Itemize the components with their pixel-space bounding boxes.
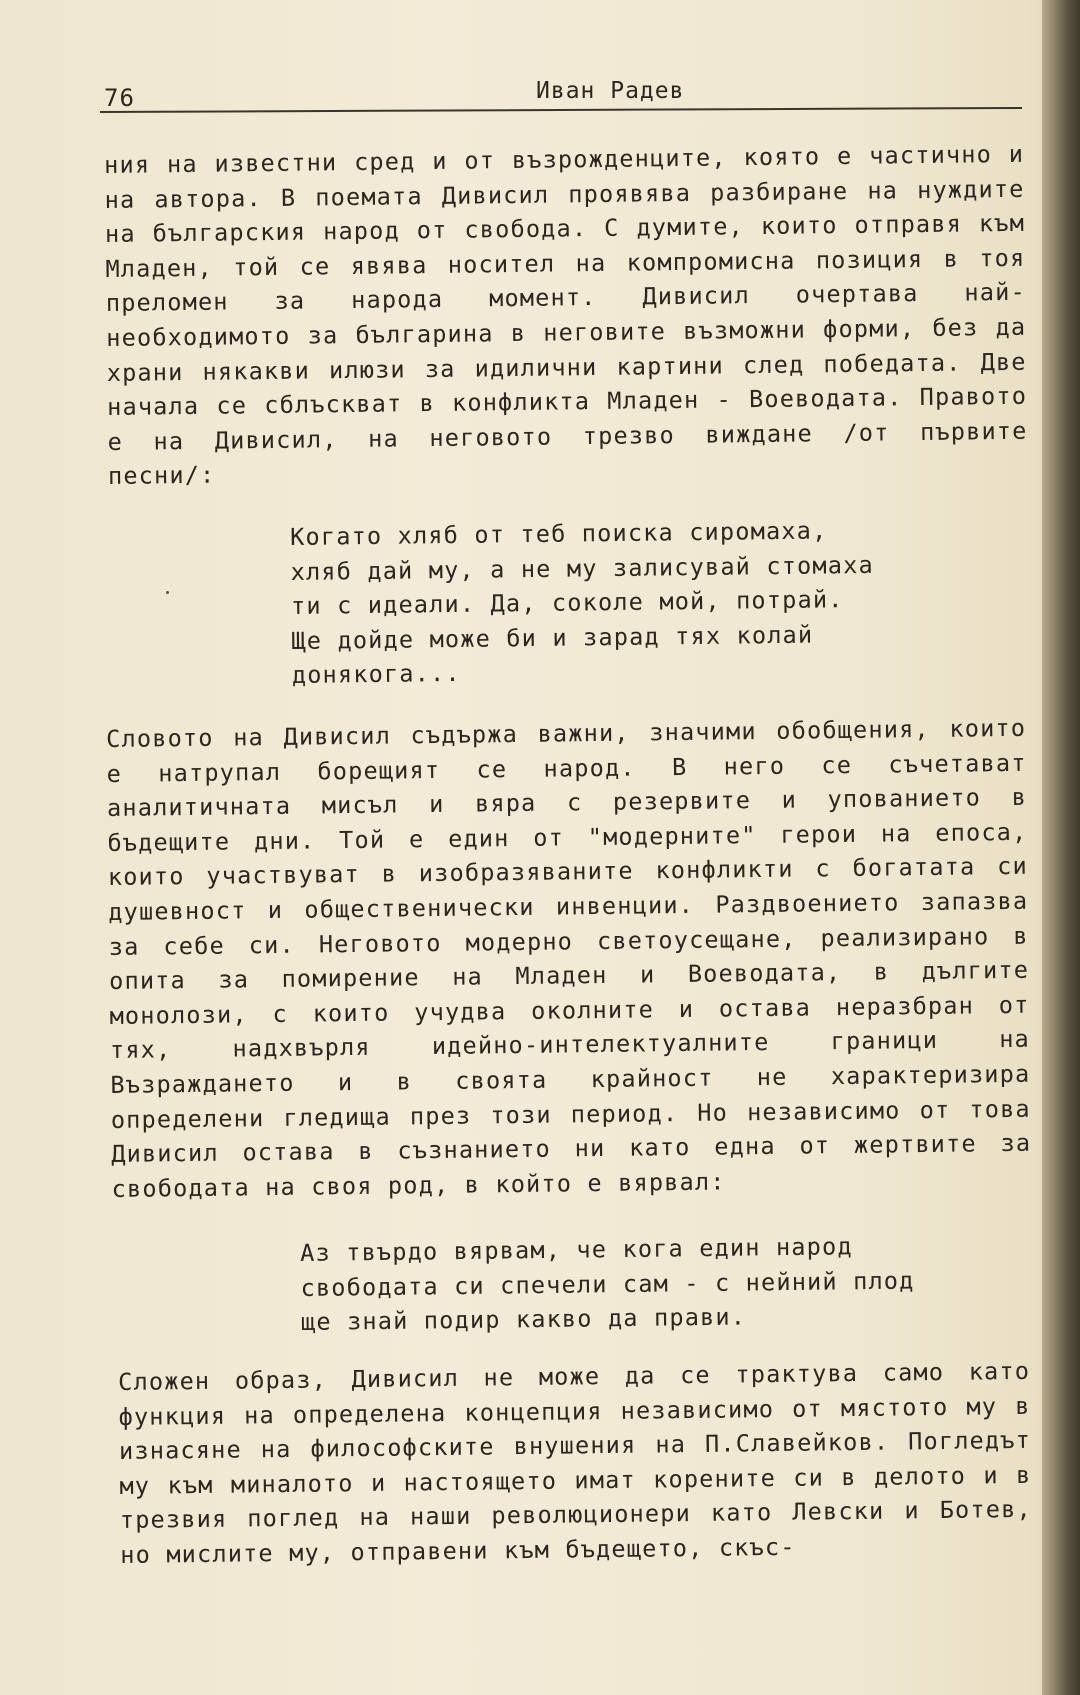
verse-2-line: Аз твърдо вярвам, че кога един народ xyxy=(300,1232,853,1267)
running-title: Иван Радев xyxy=(536,78,685,104)
paragraph-2 xyxy=(106,711,1032,1207)
verse-1-line: ти с идеали. Да, соколе мой, потрай. xyxy=(290,585,844,620)
verse-2-line: свободата си спечели сам - с нейний плод xyxy=(300,1265,915,1302)
verse-1-line: Когато хляб от теб поиска сиромаха, xyxy=(290,516,828,551)
page-number: 76 xyxy=(104,84,135,112)
verse-quote-1 xyxy=(290,513,875,693)
paragraph-3-text: Сложен образ, Дивисил не може да се трактува само като функция на определена концепция независимо от мястото му в изнасяне на философските внушения на П.Славейков. Погледът му към миналото и настоящето имат корените си в делото и в трезвия поглед на наши революционери като Левски и Ботев, но мислите му, отправени към бъдещето, скъс- xyxy=(118,1356,1033,1569)
header-rule xyxy=(100,107,1022,113)
verse-quote-2 xyxy=(300,1228,915,1339)
verse-1-line: Ще дойде може би и зарад тях колай xyxy=(291,620,814,655)
page-header xyxy=(100,78,1020,118)
verse-2-line: ще знай подир какво да прави. xyxy=(300,1302,747,1336)
verse-1-line: хляб дай му, а не му залисувай стомаха xyxy=(290,550,874,586)
paragraph-2-text: Словото на Дивисил съдържа важни, значими обобщения, които е натрупал борещият се народ. В него се съчетават аналитичната мисъл и вяра с резервите и упованието в бъдещите дни. Той е един от "модерните" герои на епоса, които участвуват в изобразяваните конфликти с богатата си душевност и общественически инвенции. Раздвоението запазва за себе си. Неговото модерно светоусещане, реализирано в опита за помирение на Младен и Воеводата, в дългите монолози, с които учудва околните и остава неразбран от тях, надхвърля идейно-интелектуалните граници на Възраждането и в своята крайност не характеризира определени гледища през този период. Но независимо от това Дивисил остава в съзнанието ни като една от жертвите за свободата на своя род, в който е вярвал: xyxy=(106,713,1032,1203)
paragraph-1 xyxy=(104,137,1028,494)
print-speck xyxy=(166,591,169,594)
book-spine-shadow xyxy=(1042,0,1080,1695)
verse-1-line: донякога... xyxy=(291,658,461,689)
paragraph-1-text: ния на известни сред и от възрожденците, която е частично и на автора. В поемата Дивисил проявява разбиране на нуждите на българския народ от свобода. С думите, които отправя към Младен, той се явява носител на компромисна позиция в тоя преломен за народа момент. Дивисил очертава най-необходимото за българина в неговите възможни форми, без да храни някакви илюзи за идилични картини след победата. Две начала се сблъскват в конфликта Младен - Воеводата. Правото е на Дивисил, на неговото трезво виждане /от първите песни/: xyxy=(104,139,1028,491)
paragraph-3 xyxy=(118,1354,1032,1573)
